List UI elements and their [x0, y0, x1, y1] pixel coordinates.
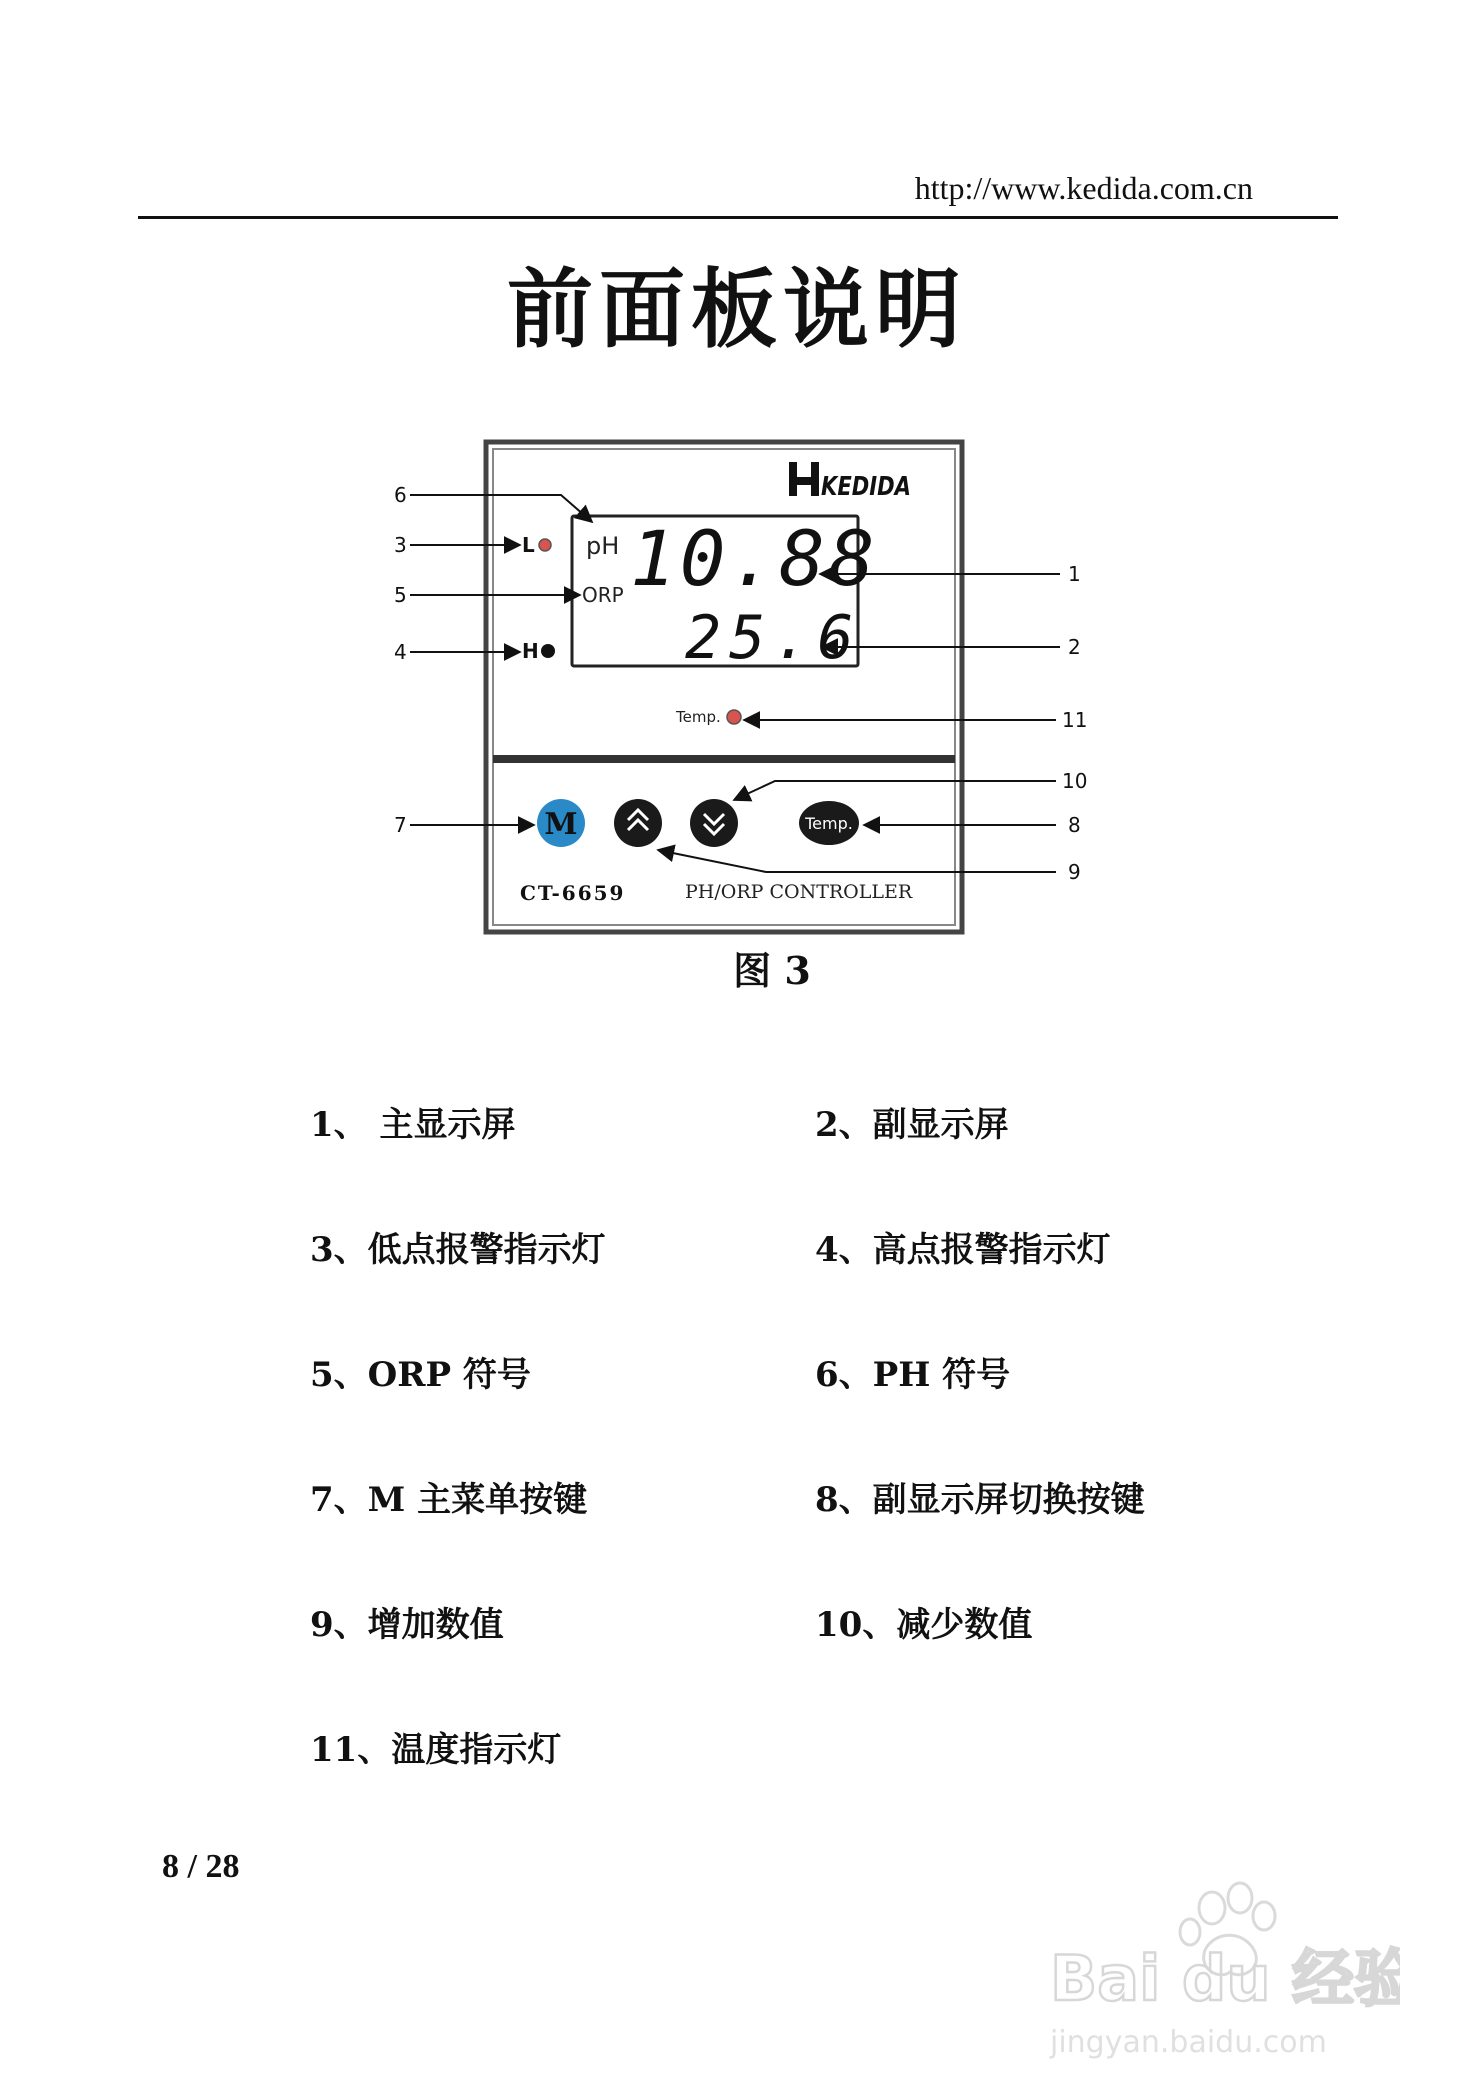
page-title: 前面板说明 [507, 260, 967, 360]
legend-list [310, 1095, 1210, 1845]
temp-led-icon [727, 710, 741, 724]
brand-name: KEDIDA [821, 472, 911, 502]
legend-item: 4、高点报警指示灯 [815, 1230, 1111, 1270]
callout-2: 2 [1068, 635, 1081, 659]
led-high-label: H [522, 639, 539, 663]
legend-item: 9、增加数值 [310, 1605, 504, 1645]
legend-item: 3、低点报警指示灯 [310, 1230, 606, 1270]
legend-item: 8、副显示屏切换按键 [815, 1480, 1145, 1520]
temp-indicator-label: Temp. [676, 708, 721, 726]
callout-5: 5 [394, 583, 407, 607]
main-display: 10.88 [630, 514, 879, 603]
page-number: 8 / 28 [162, 1848, 240, 1885]
callout-7: 7 [394, 813, 407, 837]
temp-button-label: Temp. [805, 814, 853, 833]
callout-6: 6 [394, 483, 407, 507]
legend-item: 1、 主显示屏 [310, 1105, 516, 1145]
callout-1: 1 [1068, 562, 1081, 586]
sub-display: 25.6 [685, 603, 862, 673]
callout-3: 3 [394, 533, 407, 557]
figure-caption: 图 3 [733, 948, 811, 993]
baidu-watermark [1040, 1880, 1400, 2070]
legend-item: 5、ORP 符号 [310, 1355, 531, 1395]
legend-item: 6、PH 符号 [815, 1355, 1011, 1395]
ph-symbol: pH [586, 532, 620, 560]
callout-9: 9 [1068, 860, 1081, 884]
legend-item [815, 1720, 1215, 1845]
orp-symbol: ORP [582, 583, 624, 607]
model-number: CT-6659 [520, 881, 626, 905]
callout-4: 4 [394, 640, 407, 664]
legend-item: 7、M 主菜单按键 [310, 1480, 588, 1520]
legend-item: 11、温度指示灯 [310, 1730, 562, 1770]
header-url: http://www.kedida.com.cn [914, 170, 1253, 206]
watermark-brand: Bai du 经验 [1050, 1942, 1400, 2015]
led-low-icon [539, 539, 551, 551]
product-name: PH/ORP CONTROLLER [685, 881, 913, 903]
led-low-label: L [522, 533, 535, 557]
front-panel-diagram [380, 430, 1120, 950]
legend-item: 2、副显示屏 [815, 1105, 1009, 1145]
front-panel-figure [380, 430, 1120, 950]
baidu-paw-icon [1040, 1880, 1400, 2070]
callout-11: 11 [1062, 708, 1088, 732]
m-button-label: M [544, 807, 578, 842]
callout-8: 8 [1068, 813, 1081, 837]
callout-10: 10 [1062, 769, 1088, 793]
legend-item: 10、减少数值 [815, 1605, 1033, 1645]
watermark-url: jingyan.baidu.com [1050, 2025, 1327, 2060]
led-high-icon [541, 644, 555, 658]
header-rule [138, 216, 1338, 219]
up-button[interactable] [614, 799, 662, 847]
